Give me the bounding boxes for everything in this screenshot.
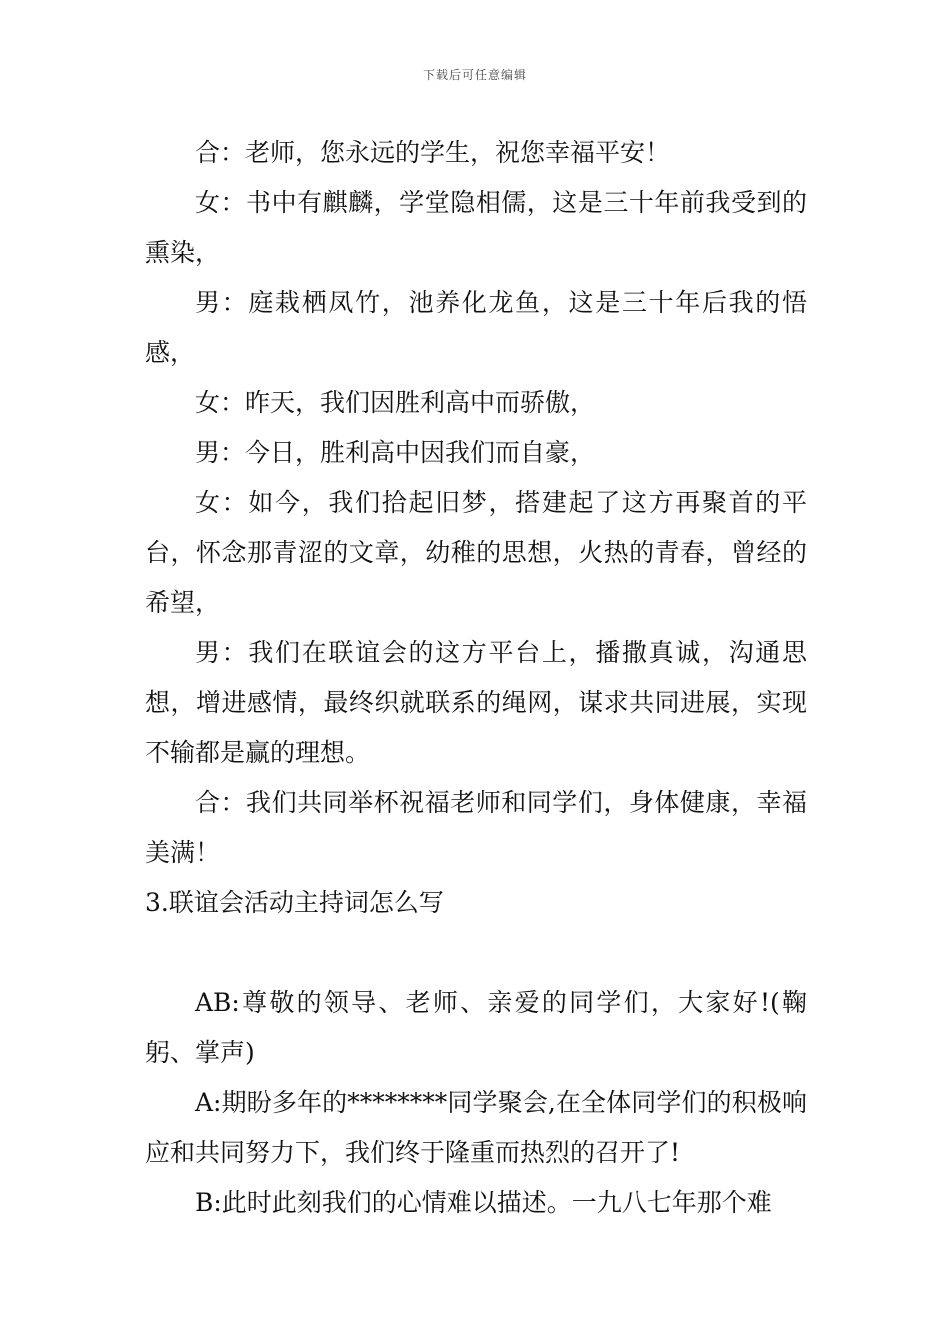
document-body	[145, 128, 807, 1228]
paragraph: 男：今日，胜利高中因我们而自豪，	[195, 438, 596, 467]
paragraph: 女：昨天，我们因胜利高中而骄傲，	[195, 388, 596, 417]
paragraph: 女：书中有麒麟，学堂隐相儒，这是三十年前我受到的熏染，	[145, 188, 807, 267]
paragraph: 男：庭栽栖凤竹，池养化龙鱼，这是三十年后我的悟感，	[145, 288, 807, 367]
paragraph: AB:尊敬的领导、老师、亲爱的同学们，大家好!(鞠躬、掌声)	[145, 988, 807, 1067]
paragraph: B:此时此刻我们的心情难以描述。一九八七年那个难	[195, 1188, 772, 1217]
paragraph: 女：如今，我们拾起旧梦，搭建起了这方再聚首的平台，怀念那青涩的文章，幼稚的思想，火热的青春，曾经的希望，	[145, 488, 807, 617]
page-header: 下载后可任意编辑	[422, 68, 527, 82]
section-heading: 3.联谊会活动主持词怎么写	[145, 888, 444, 917]
paragraph: 男：我们在联谊会的这方平台上，播撒真诚，沟通思想，增进感情，最终织就联系的绳网，谋求共同进展，实现不输都是赢的理想。	[145, 638, 807, 767]
paragraph: A:期盼多年的********同学聚会,在全体同学们的积极响应和共同努力下，我们终于隆重而热烈的召开了!	[145, 1088, 807, 1167]
paragraph: 合：老师，您永远的学生，祝您幸福平安！	[195, 138, 671, 167]
paragraph: 合：我们共同举杯祝福老师和同学们，身体健康，幸福美满！	[145, 788, 807, 867]
blank-line	[145, 928, 807, 978]
